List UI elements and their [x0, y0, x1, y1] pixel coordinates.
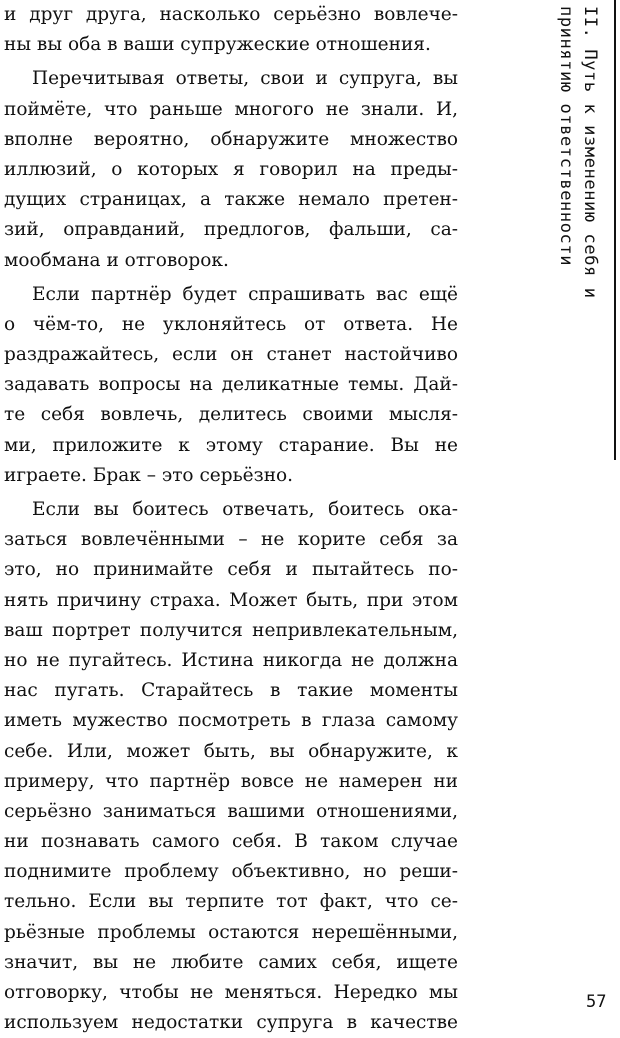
text-line: нас пугать. Старайтесь в такие моменты — [4, 680, 458, 702]
running-header-title — [554, 6, 602, 299]
running-header-line-1: II. Путь к изменению себя и — [580, 6, 600, 299]
text-line: тельно. Если вы терпите тот факт, что се- — [4, 891, 458, 913]
text-line: примеру, что партнёр вовсе не намерен ни — [4, 770, 458, 792]
text-line: зий, оправданий, предлогов, фальши, са- — [4, 219, 458, 241]
running-header — [554, 6, 604, 328]
text-line: это, но принимайте себя и пытайтесь по- — [4, 559, 458, 581]
text-line: но не пугайтесь. Истина никогда не должна — [4, 649, 458, 671]
text-line: себе. Или, может быть, вы обнаружите, к — [4, 740, 458, 762]
text-line: поймёте, что раньше многого не знали. И, — [4, 98, 458, 120]
text-line: значит, вы не любите самих себя, ищете — [4, 951, 458, 973]
text-line: ны вы оба в ваши супружеские отношения. — [4, 34, 431, 56]
text-line: раздражайтесь, если он станет настойчиво — [4, 344, 458, 366]
body-text-column — [4, 0, 458, 1038]
text-line: и друг друга, насколько серьёзно вовлече- — [4, 4, 458, 25]
text-line: Перечитывая ответы, свои и супруга, вы — [32, 68, 458, 90]
text-line: играете. Брак – это серьёзно. — [4, 464, 294, 486]
page-number: 57 — [586, 992, 607, 1012]
text-line: вполне вероятно, обнаружите множество — [4, 128, 458, 150]
text-line: Если партнёр будет спрашивать вас ещё — [32, 283, 458, 305]
text-line: поднимите проблему объективно, но реши- — [4, 861, 458, 883]
text-line: серьёзно заниматься вашими отношениями, — [4, 800, 458, 822]
running-header-rule — [614, 0, 616, 460]
text-line: ми, приложите к этому старание. Вы не — [4, 434, 458, 456]
text-line: те себя вовлечь, делитесь своими мысля- — [4, 404, 458, 426]
text-line: иллюзий, о которых я говорил на преды- — [4, 158, 458, 180]
text-line: задавать вопросы на деликатные темы. Дай- — [4, 374, 458, 396]
text-line: ваш портрет получится непривлекательным, — [4, 619, 458, 641]
text-line: дущих страницах, а также немало претен- — [4, 189, 458, 211]
text-line: используем недостатки супруга в качестве — [4, 1012, 458, 1034]
running-header-line-2: принятию ответственности — [556, 6, 576, 267]
text-line: Если вы боитесь отвечать, боитесь ока- — [32, 499, 458, 520]
text-line: рьёзные проблемы остаются нерешёнными, — [4, 921, 458, 943]
text-line: о чём-то, не уклоняйтесь от ответа. Не — [4, 313, 458, 335]
text-line: мообмана и отговорок. — [4, 249, 229, 271]
text-line: иметь мужество посмотреть в глаза самому — [4, 710, 458, 732]
text-line: ни познавать самого себя. В таком случае — [4, 831, 458, 853]
text-line: заться вовлечёнными – не корите себя за — [4, 529, 458, 551]
text-line: нять причину страха. Может быть, при этом — [4, 589, 458, 611]
text-line: отговорку, чтобы не меняться. Нередко мы — [4, 982, 458, 1003]
